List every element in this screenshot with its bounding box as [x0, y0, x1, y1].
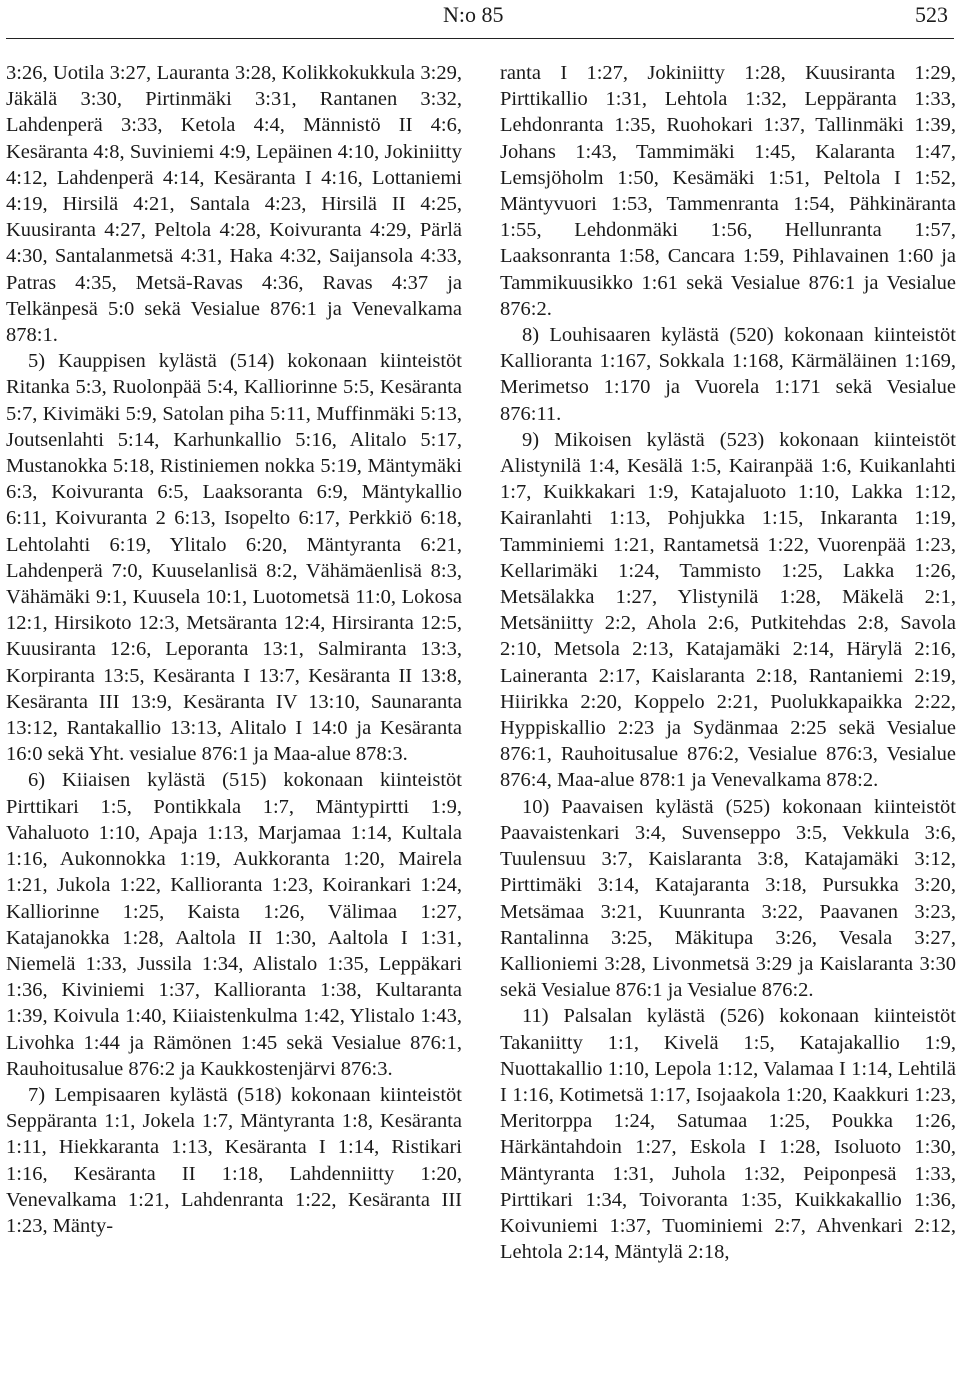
- paragraph-palsala: 11) Palsalan kylästä (526) kokonaan kiinteistöt Takaniitty 1:1, Kivelä 1:5, Katajakallio 1:9, Nuottakallio 1:10, Lepola 1:12, Valamaa I 1:14, Lehtilä I 1:16, Kotimetsä 1:17, Isojaakola 1:20, Kaakkuri 1:23, Meritorppa 1:24, Satumaa 1:25, Poukka 1:26, Härkäntahdoin 1:27, Eskola I 1:28, Isoluoto 1:30, Mäntyranta 1:31, Juhola 1:32, Peiponpesä 1:33, Pirttikari 1:34, Toivoranta 1:35, Kuikkakallio 1:36, Koivuniemi 1:37, Tuominiemi 2:7, Ahvenkari 2:12, Lehtola 2:14, Mäntylä 2:18,: [500, 1005, 956, 1264]
- issue-number: N:o 85: [443, 2, 504, 27]
- right-column: [500, 60, 956, 1265]
- paragraph-lempisaari: 7) Lempisaaren kylästä (518) kokonaan kiinteistöt Seppäranta 1:1, Jokela 1:7, Mäntyranta 1:8, Kesäranta 1:11, Hiekkaranta 1:13, Kesäranta I 1:14, Ristikari 1:16, Kesäranta II 1:18, Lahdenniitty 1:20, Venevalkama 1:21, Lahdenranta 1:22, Kesäranta III 1:23, Mänty-: [6, 1083, 462, 1237]
- paragraph-mikoinen: 9) Mikoisen kylästä (523) kokonaan kiinteistöt Alistynilä 1:4, Kesälä 1:5, Kairanpää 1:6, Kuikanlahti 1:7, Kuikkakari 1:9, Katajaluoto 1:10, Lakka 1:12, Kairanlahti 1:13, Pohjukka 1:15, Inkaranta 1:19, Tamminiemi 1:21, Rantametsä 1:22, Vuorenpää 1:23, Kellarimäki 1:24, Tammisto 1:25, Lakka 1:26, Metsälakka 1:27, Ylistynilä 1:28, Mäkelä 2:1, Metsäniitty 2:2, Ahola 2:6, Putkitehdas 2:8, Savola 2:10, Metsola 2:13, Katajamäki 2:14, Härylä 2:16, Laineranta 2:17, Kaislaranta 2:18, Rantaniemi 2:19, Hiirikka 2:20, Koppelo 2:21, Puolukkapaikka 2:22, Hyppiskallio 2:23 ja Sydänmaa 2:25 sekä Vesialue 876:1, Rauhoitusalue 876:2, Vesialue 876:3, Vesialue 876:4, Maa-alue 878:1 ja Venevalkama 878:2.: [500, 428, 956, 792]
- paragraph-continuation: 3:26, Uotila 3:27, Lauranta 3:28, Kolikkokukkula 3:29, Jäkälä 3:30, Pirtinmäki 3:31, Rantanen 3:32, Lahdenperä 3:33, Ketola 4:4, Männistö II 4:6, Kesäranta 4:8, Suviniemi 4:9, Lepäinen 4:10, Jokiniitty 4:12, Lahdenperä 4:14, Kesäranta I 4:16, Lottaniemi 4:19, Hirsilä 4:21, Santala 4:23, Hirsilä II 4:25, Kuusiranta 4:27, Peltola 4:28, Koivuranta 4:29, Pärlä 4:30, Santalanmetsä 4:31, Haka 4:32, Saijansola 4:33, Patras 4:35, Metsä-Ravas 4:36, Ravas 4:37 ja Telkänpesä 5:0 sekä Vesialue 876:1 ja Venevalkama 878:1.: [6, 62, 462, 347]
- paragraph-louhisaari: 8) Louhisaaren kylästä (520) kokonaan kiinteistöt Kallioranta 1:167, Sokkala 1:168, Kärmäläinen 1:169, Merimetso 1:170 ja Vuorela 1:171 sekä Vesialue 876:11.: [500, 324, 956, 425]
- page-header: [0, 0, 960, 36]
- page-number: 523: [915, 2, 948, 27]
- left-column: [6, 60, 462, 1239]
- paragraph-continuation-right: ranta I 1:27, Jokiniitty 1:28, Kuusiranta 1:29, Pirttikallio 1:31, Lehtola 1:32, Leppäranta 1:33, Lehdonranta 1:35, Ruohokari 1:37, Tallinmäki 1:39, Johans 1:43, Tammimäki 1:45, Kalaranta 1:47, Lemsjöholm 1:50, Kesämäki 1:51, Peltola I 1:52, Mäntyvuori 1:53, Tammenranta 1:54, Pähkinäranta 1:55, Lehdonmäki 1:56, Hellunranta 1:57, Laaksonranta 1:58, Cancara 1:59, Pihlavainen 1:60 ja Tammikuusikko 1:61 sekä Vesialue 876:1 ja Vesialue 876:2.: [500, 62, 956, 320]
- paragraph-kiiainen: 6) Kiiaisen kylästä (515) kokonaan kiinteistöt Pirttikari 1:5, Pontikkala 1:7, Mäntypirtti 1:9, Vahaluoto 1:10, Apaja 1:13, Marjamaa 1:14, Kultala 1:16, Aukonnokka 1:19, Aukkoranta 1:20, Mairela 1:21, Jukola 1:22, Kallioranta 1:23, Koirankari 1:24, Kalliorinne 1:25, Kaista 1:26, Välimaa 1:27, Katajanokka 1:28, Aaltola II 1:30, Aaltola I 1:31, Niemelä 1:33, Jussila 1:34, Alistalo 1:35, Leppäkari 1:36, Kiviniemi 1:37, Kallioranta 1:38, Kultaranta 1:39, Koivula 1:40, Kiiaistenkulma 1:42, Ylistalo 1:43, Livohka 1:44 ja Rämönen 1:45 sekä Vesialue 876:1, Rauhoitusalue 876:2 ja Kaukkostenjärvi 876:3.: [6, 769, 462, 1080]
- paragraph-paavainen: 10) Paavaisen kylästä (525) kokonaan kiinteistöt Paavaistenkari 3:4, Suvenseppo 3:5, Vekkula 3:6, Tuulensuu 3:7, Kaislaranta 3:8, Katajamäki 3:12, Pirttimäki 3:14, Katajaranta 3:18, Pursukka 3:20, Metsämaa 3:21, Kuunranta 3:22, Paavanen 3:23, Rantalinna 3:25, Mäkitupa 3:26, Vesala 3:27, Kallioniemi 3:28, Livonmetsä 3:29 ja Kaislaranta 3:30 sekä Vesialue 876:1 ja Vesialue 876:2.: [500, 795, 956, 1002]
- paragraph-kauppinen: 5) Kauppisen kylästä (514) kokonaan kiinteistöt Ritanka 5:3, Ruolonpää 5:4, Kalliorinne 5:5, Kesäranta 5:7, Kivimäki 5:9, Satolan piha 5:11, Muffinmäki 5:13, Joutsenlahti 5:14, Karhunkallio 5:16, Alitalo 5:17, Mustanokka 5:18, Ristiniemen nokka 5:19, Mäntymäki 6:3, Koivuranta 6:5, Laaksoranta 6:9, Mäntykallio 6:11, Koivuranta 2 6:13, Isopelto 6:17, Perkkiö 6:18, Lehtolahti 6:19, Ylitalo 6:20, Mäntyranta 6:21, Lahdenperä 7:0, Kuuselanlisä 8:2, Vähämäenlisä 8:3, Vähämäki 9:1, Kuusela 10:1, Luotometsä 11:0, Lokosa 12:1, Hirsikoto 12:3, Metsäranta 12:4, Hirsiranta 12:5, Kuusiranta 12:6, Leporanta 13:1, Salmiranta 13:3, Korpiranta 13:5, Kesäranta I 13:7, Kesäranta II 13:8, Kesäranta III 13:9, Kesäranta IV 13:10, Saunaranta 13:12, Rantakallio 13:13, Alitalo I 14:0 ja Kesäranta 16:0 sekä Yht. vesialue 876:1 ja Maa-alue 878:3.: [6, 350, 462, 766]
- header-rule: [6, 38, 954, 39]
